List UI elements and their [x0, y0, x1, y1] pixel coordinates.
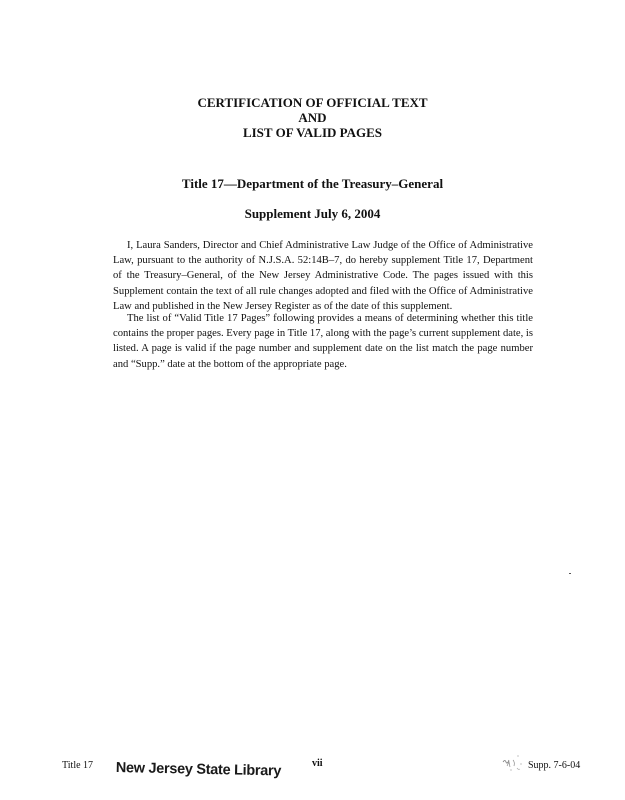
footer-title-label: Title 17 — [62, 760, 94, 771]
library-stamp: New Jersey State Library — [115, 760, 282, 780]
scan-speck — [569, 573, 571, 574]
valid-pages-paragraph: The list of “Valid Title 17 Pages” following provides a means of determining whether this title contains the proper pages. Every page in Title 17, along with the page’s current supplement date, is listed. A page is valid if the page number and supplement date on the list match the page number and “Supp.” date at the bottom of the appropriate page. — [113, 313, 533, 370]
certification-heading-line-1: CERTIFICATION OF OFFICIAL TEXT — [197, 95, 428, 110]
title-heading: Title 17—Department of the Treasury–General — [181, 176, 444, 191]
page-number: vii — [312, 758, 323, 769]
scan-noise-marks — [498, 748, 524, 776]
certification-paragraph: I, Laura Sanders, Director and Chief Administrative Law Judge of the Office of Administrative Law, pursuant to the authority of N.J.S.A. 52:14B–7, do hereby supplement Title 17, Department of the Treasury–General, of the New Jersey Administrative Code. The pages issued with this Supplement contain the text of all rule changes adopted and filed with the Office of Administrative Law and published in the New Jersey Register as of the date of this supplement. — [113, 240, 533, 312]
certification-heading-line-2: AND — [298, 110, 327, 125]
supplement-date-heading: Supplement July 6, 2004 — [244, 206, 381, 221]
certification-heading-line-3: LIST OF VALID PAGES — [242, 125, 383, 140]
footer-supplement-date: Supp. 7-6-04 — [528, 760, 581, 771]
